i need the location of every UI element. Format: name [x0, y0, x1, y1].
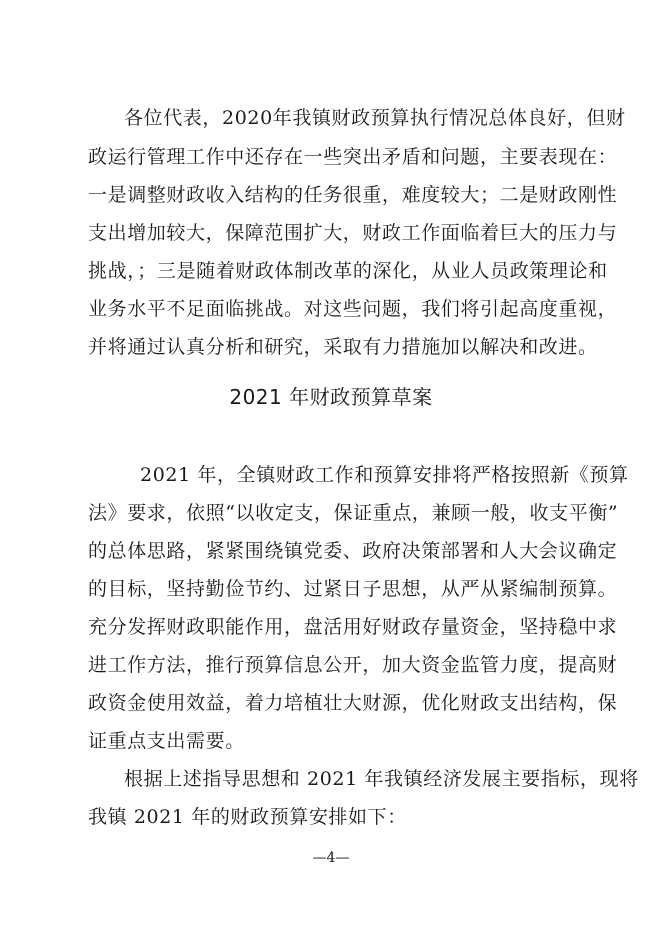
paragraph-3-line-2: 我镇 2021 年的财政预算安排如下：	[88, 806, 407, 828]
paragraph-1-line-6: 业务水平不足面临挑战。对这些问题，我们将引起高度重视，	[88, 298, 618, 320]
paragraph-2-line-2: 法》要求，依照“以收定支，保证重点，兼顾一般，收支平衡”	[88, 502, 619, 524]
paragraph-2-line-1: 2021 年，全镇财政工作和预算安排将严格按照新《预算	[140, 464, 629, 486]
section-heading: 2021 年财政预算草案	[229, 385, 433, 409]
paragraph-2-line-4: 的目标，坚持勤俭节约、过紧日子思想，从严从紧编制预算。	[88, 578, 618, 600]
paragraph-3-line-1: 根据上述指导思想和 2021 年我镇经济发展主要指标，现将	[124, 768, 639, 790]
paragraph-1-line-4: 支出增加较大，保障范围扩大，财政工作面临着巨大的压力与	[88, 222, 618, 244]
paragraph-1-line-3: 一是调整财政收入结构的任务很重，难度较大；二是财政刚性	[88, 184, 618, 206]
paragraph-2-line-3: 的总体思路，紧紧围绕镇党委、政府决策部署和人大会议确定	[88, 540, 618, 562]
paragraph-1-line-1: 各位代表，2020年我镇财政预算执行情况总体良好，但财	[124, 107, 626, 129]
paragraph-2-line-6: 进工作方法，推行预算信息公开，加大资金监管力度，提高财	[88, 654, 618, 676]
paragraph-2-line-7: 政资金使用效益，着力培植壮大财源，优化财政支出结构，保	[88, 692, 618, 714]
paragraph-1-line-2: 政运行管理工作中还存在一些突出矛盾和问题，主要表现在：	[88, 146, 618, 168]
paragraph-2-line-5: 充分发挥财政职能作用，盘活用好财政存量资金，坚持稳中求	[88, 616, 618, 638]
paragraph-1-line-5: 挑战，；三是随着财政体制改革的深化，从业人员政策理论和	[88, 260, 608, 282]
page-number: —4—	[312, 850, 350, 866]
paragraph-2-line-8: 证重点支出需要。	[88, 730, 245, 752]
paragraph-1-line-7: 并将通过认真分析和研究，采取有力措施加以解决和改进。	[88, 336, 598, 358]
